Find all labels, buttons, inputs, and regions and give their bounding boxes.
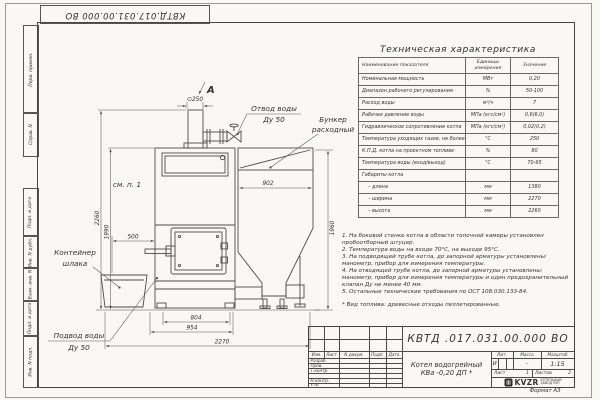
spec-row: Расход воды м³/ч 7 xyxy=(359,98,559,110)
callout-hopper-line1: Бункер xyxy=(319,115,347,124)
top-rotated-stamp xyxy=(40,5,210,24)
tb-sheets-cell: Листов 2 xyxy=(535,370,571,376)
tb-row-developed: Разраб. xyxy=(310,358,327,363)
callout-water-outlet-line2: Ду 50 xyxy=(263,115,285,124)
tb-row-approved: Утв. xyxy=(310,382,320,387)
tb-col-date: Дата xyxy=(388,352,400,357)
tb-row-tcontrol: Т.контр. xyxy=(310,368,329,373)
callout-see-item: см. п. 1 xyxy=(112,180,142,189)
format-label: Формат А3 xyxy=(529,388,561,394)
callout-water-inlet-line2: Ду 50 xyxy=(68,343,90,352)
callout-hopper-line2: расходный xyxy=(311,125,355,134)
spec-col-units: Единицы измерения xyxy=(466,58,511,74)
spec-col-name: Наименование показателя xyxy=(359,58,466,74)
dim-500: 500 xyxy=(127,234,139,241)
boiler-drawing xyxy=(42,76,356,356)
side-box-podp-data-2: Подп. и дата xyxy=(23,300,39,337)
tb-lit-label: Лит. xyxy=(497,352,507,357)
spec-row: Температура воды (вход/выход) °С 70-95 xyxy=(359,158,559,170)
spec-header-row xyxy=(359,58,559,74)
grid-line xyxy=(498,358,499,369)
tb-row-ncontrol: Н.контр. xyxy=(310,378,330,383)
spec-row: К.П.Д. котла на проектном топливе % 80 xyxy=(359,146,559,158)
top-stamp-text: КВТД.017.031.00.000 ВО xyxy=(64,9,186,20)
view-a-label: А xyxy=(207,85,215,96)
boiler-door xyxy=(145,228,228,274)
dim-2260: 2260 xyxy=(95,210,101,226)
note-item: 4. На отводящей трубе котла, до запорной арматуры установлены: манометр, прибор для измерения температуры и один предохранительный клапан Ду не менее 40 мм. xyxy=(342,268,568,288)
spec-table xyxy=(358,57,559,218)
dim-1990: 1990 xyxy=(104,224,111,240)
spec-row: Гидравлическое сопротивление котла МПа (кгс/см²) 0,02(0,2) xyxy=(359,122,559,134)
tb-doc-number: КВТД .017.031.00.000 ВО xyxy=(407,333,569,345)
side-box-inv-dubl: Инв. N дубл. xyxy=(23,235,39,269)
spec-table-title: Техническая характеристика xyxy=(380,44,536,55)
dimension-and-leader-lines xyxy=(48,82,333,349)
note-item: 2. Температура воды на входе 70°С, на выходе 95°С. xyxy=(342,247,500,253)
slag-container-shape xyxy=(101,275,147,307)
chimney-and-outlet-valve xyxy=(184,110,241,148)
spec-row: Диапазон рабочего регулирования % 50-100 xyxy=(359,86,559,98)
tb-product-name: Котел водогрейный КВа -0,20 ДП * xyxy=(410,360,483,377)
tb-col-list: Лист xyxy=(326,352,337,357)
fuel-type-note: * Вид топлива: древесные отходы пеллетированные. xyxy=(342,302,501,308)
spec-row: – длина мм 1380 xyxy=(359,182,559,194)
callout-water-inlet-line1: Подвод воды xyxy=(53,331,105,340)
fuel-hopper xyxy=(235,148,313,309)
side-box-vzam-inv: Взам. инв. N xyxy=(23,267,39,302)
spec-row: Номинальная мощность МВт 0,20 xyxy=(359,74,559,86)
title-block xyxy=(308,326,575,388)
callout-slag-line2: шлака xyxy=(62,259,88,268)
spec-row: Габариты котла xyxy=(359,170,559,182)
tb-lit-value: И xyxy=(492,360,497,367)
grid-line xyxy=(309,339,402,340)
tb-row-checked: Пров. xyxy=(310,363,323,368)
callout-water-outlet-line1: Отвод воды xyxy=(251,104,297,113)
grid-line xyxy=(506,358,507,369)
tb-brand-sub: КОТЕЛЬНЫЙ ЗАВОД РЭП xyxy=(540,377,562,385)
note-item: 1. На боковой стенке котла в области топочной камеры установлен пробоотборный штуцер. xyxy=(342,233,544,246)
dim-dia250: ∅250 xyxy=(186,97,204,103)
tb-sheet-cell: Лист 1 xyxy=(494,370,529,376)
tb-brand: KVZR xyxy=(514,377,539,387)
tb-mass-label: Масса xyxy=(520,352,534,357)
spec-row: Температура уходящих газов, не более °С 250 xyxy=(359,134,559,146)
note-item: 3. На подводящей трубе котла, до запорной арматуры установлены: манометр, прибор для измерения температуры. xyxy=(342,254,547,267)
dim-2270: 2270 xyxy=(214,339,230,346)
spec-row: – ширина мм 2270 xyxy=(359,194,559,206)
dim-954: 954 xyxy=(186,325,198,332)
dim-1960: 1960 xyxy=(330,220,336,236)
grid-line xyxy=(309,373,402,374)
spec-col-value: Значение xyxy=(511,58,559,74)
technical-notes xyxy=(342,233,571,309)
side-box-podp-data-1: Подп. и дата xyxy=(23,188,39,237)
tb-col-doc: N докум. xyxy=(344,352,364,357)
spec-row: – высота мм 2260 xyxy=(359,206,559,218)
side-box-inv-podl: Инв. N подл. xyxy=(23,335,39,388)
callout-slag-line1: Контейнер xyxy=(54,248,96,257)
side-box-perv-primen: Перв. примен. xyxy=(23,25,39,114)
spec-row: Рабочее давление воды МПа (кгс/см²) 0,6(6,0) xyxy=(359,110,559,122)
kvzr-logo-icon xyxy=(504,378,513,387)
note-item: 5. Остальные технические требования по ОСТ 108.030.133-84. xyxy=(342,289,528,295)
tb-scale-value: 1:15 xyxy=(550,359,565,368)
tb-col-sign: Подп. xyxy=(371,352,384,357)
tb-logo-cell xyxy=(491,377,574,387)
tb-col-izm: Изм. xyxy=(311,352,322,357)
tb-scale-label: Масштаб xyxy=(547,352,568,357)
dim-804: 804 xyxy=(190,315,202,322)
side-box-sprav-n: Справ. N xyxy=(23,112,39,157)
tb-mass-value: – xyxy=(525,360,529,367)
dim-902: 902 xyxy=(262,181,274,187)
